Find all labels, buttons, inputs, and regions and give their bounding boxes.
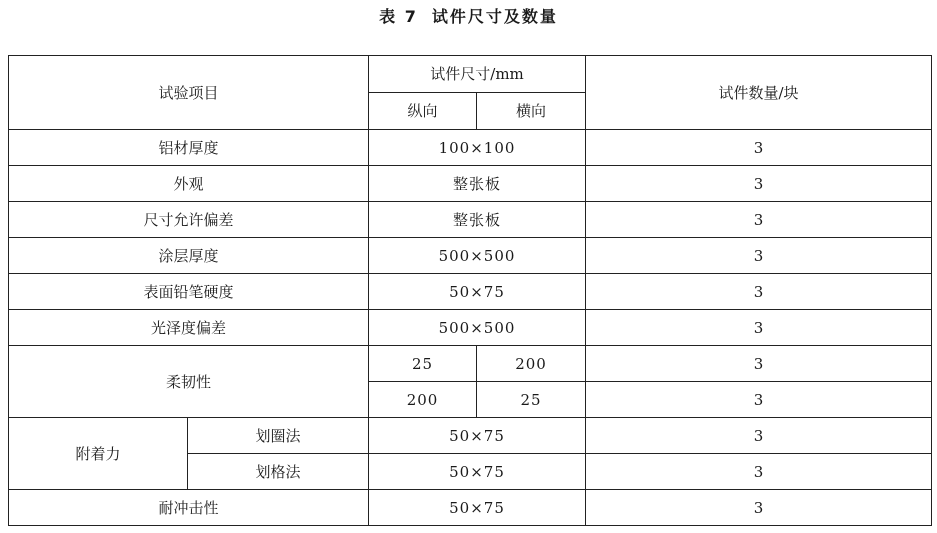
table-row [9, 274, 932, 310]
row-quantity: 3 [586, 274, 932, 310]
header-longitudinal: 纵向 [369, 93, 477, 130]
row-size: 整张板 [369, 202, 586, 238]
table-number: 表 7 [379, 7, 418, 26]
table-title [0, 5, 937, 29]
row-quantity: 3 [586, 202, 932, 238]
flex-longitudinal: 25 [369, 346, 477, 382]
row-item: 耐冲击性 [9, 490, 369, 526]
row-size: 50×75 [369, 454, 586, 490]
table-row [9, 346, 932, 382]
flex-transverse: 25 [477, 382, 586, 418]
row-quantity: 3 [586, 310, 932, 346]
row-quantity: 3 [586, 238, 932, 274]
header-transverse: 横向 [477, 93, 586, 130]
row-item: 尺寸允许偏差 [9, 202, 369, 238]
table-caption: 试件尺寸及数量 [431, 7, 558, 26]
row-quantity: 3 [586, 382, 932, 418]
table-row [9, 202, 932, 238]
header-size: 试件尺寸/mm [369, 56, 586, 93]
row-quantity: 3 [586, 490, 932, 526]
row-quantity: 3 [586, 418, 932, 454]
row-item-flexibility: 柔韧性 [9, 346, 369, 418]
row-quantity: 3 [586, 454, 932, 490]
row-quantity: 3 [586, 130, 932, 166]
header-quantity: 试件数量/块 [586, 56, 932, 130]
row-item: 外观 [9, 166, 369, 202]
table-row [9, 310, 932, 346]
table-row [9, 418, 932, 454]
specimen-table [8, 55, 932, 526]
table-row [9, 238, 932, 274]
row-item: 涂层厚度 [9, 238, 369, 274]
table-header-row [9, 56, 932, 93]
row-size: 100×100 [369, 130, 586, 166]
flex-transverse: 200 [477, 346, 586, 382]
table-row [9, 490, 932, 526]
row-size: 50×75 [369, 274, 586, 310]
row-size: 50×75 [369, 418, 586, 454]
adhesion-method: 划格法 [188, 454, 369, 490]
row-size: 50×75 [369, 490, 586, 526]
table-row [9, 166, 932, 202]
row-quantity: 3 [586, 346, 932, 382]
adhesion-method: 划圈法 [188, 418, 369, 454]
row-item: 表面铅笔硬度 [9, 274, 369, 310]
table-row [9, 130, 932, 166]
row-item: 铝材厚度 [9, 130, 369, 166]
row-item-adhesion: 附着力 [9, 418, 188, 490]
row-size: 整张板 [369, 166, 586, 202]
flex-longitudinal: 200 [369, 382, 477, 418]
row-quantity: 3 [586, 166, 932, 202]
row-size: 500×500 [369, 310, 586, 346]
row-item: 光泽度偏差 [9, 310, 369, 346]
header-item: 试验项目 [9, 56, 369, 130]
row-size: 500×500 [369, 238, 586, 274]
